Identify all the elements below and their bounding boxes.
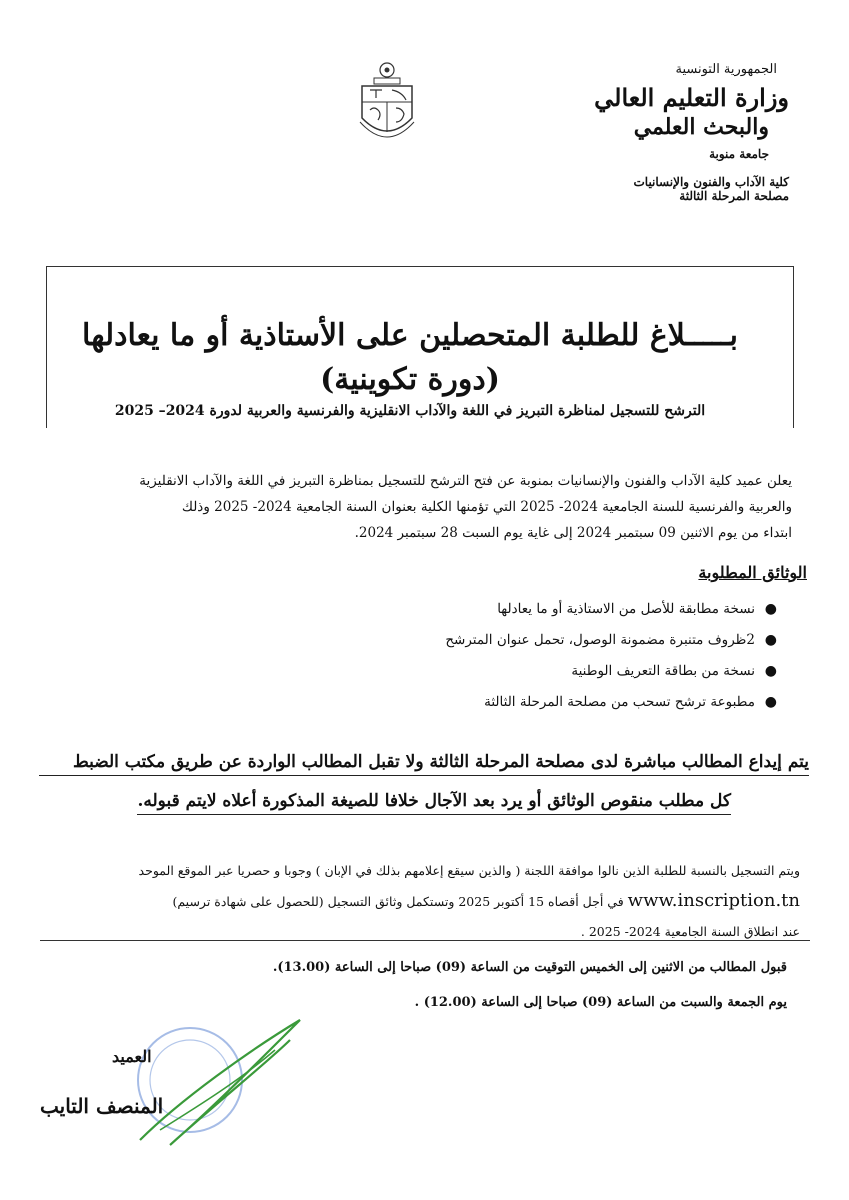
registration-line: عند انطلاق السنة الجامعية 2024- 2025 .: [580, 924, 800, 939]
republic-label: الجمهورية التونسية: [675, 62, 777, 77]
bullet-icon: ●: [764, 601, 777, 617]
registration-line: [100, 886, 800, 917]
divider: [40, 940, 810, 941]
notice-incomplete: كل مطلب منقوص الوثائق أو يرد بعد الآجال خلافا للصيغة المذكورة أعلاه لايتم قبوله.: [137, 791, 731, 815]
ministry-line1: وزارة التعليم العالي: [594, 83, 789, 112]
bullet-icon: ●: [764, 694, 777, 710]
faculty-name: كلية الآداب والفنون والإنسانيات: [633, 175, 789, 189]
header-institution: [529, 62, 789, 203]
bullet-icon: ●: [764, 663, 777, 679]
service-name: مصلحة المرحلة الثالثة: [679, 189, 789, 203]
tunisia-emblem-icon: [352, 60, 422, 150]
notice-title: بـــــلاغ للطلبة المتحصلين على الأستاذية أو ما يعادلها: [82, 318, 738, 353]
documents-heading: الوثائق المطلوبة: [698, 563, 807, 582]
registration-deadline: في أجل أقصاه 15 أكتوبر 2025 وتستكمل وثائق التسجيل (للحصول على شهادة ترسيم): [172, 894, 624, 909]
announcement-paragraph: [62, 468, 792, 546]
registration-paragraph: [100, 856, 800, 947]
list-item: ● 2ظروف متنبرة مضمونة الوصول، تحمل عنوان المترشح: [445, 625, 777, 656]
hours-weekdays: قبول المطالب من الاثنين إلى الخميس التوقيت من الساعة (09) صباحا إلى الساعة (13.00).: [272, 960, 787, 975]
list-item: ● مطبوعة ترشح تسحب من مصلحة المرحلة الثالثة: [445, 687, 777, 718]
documents-list: [445, 594, 777, 718]
ministry-line2: والبحث العلمي: [633, 114, 769, 140]
signatory-name: المنصف التايب: [40, 1094, 164, 1118]
notice-topic: الترشح للتسجيل لمناظرة التبريز في اللغة والآداب الانقليزية والفرنسية والعربية لدورة 2024– 2025: [114, 403, 706, 419]
hours-weekend: يوم الجمعة والسبت من الساعة (09) صباحا إلى الساعة (12.00) .: [414, 995, 787, 1010]
registration-line: ويتم التسجيل بالنسبة للطلبة الذين نالوا موافقة اللجنة ( والذين سيقع إعلامهم بذلك في الإبان ) وجوبا و حصريا عبر الموقع الموحد: [138, 863, 800, 878]
website-link[interactable]: www.inscription.tn: [627, 890, 800, 911]
bullet-icon: ●: [764, 632, 777, 648]
stamp-signature-icon: [100, 1010, 310, 1160]
announcement-line: ابتداء من يوم الاثنين 09 سبتمبر 2024 إلى غاية يوم السبت 28 سبتمبر 2024.: [354, 525, 792, 541]
university-name: جامعة منوبة: [709, 147, 769, 161]
notice-subtitle: (دورة تكوينية): [320, 362, 500, 397]
announcement-line: والعربية والفرنسية للسنة الجامعية 2024- 2025 التي تؤمنها الكلية بعنوان السنة الجامعية 2024- 2025 وذلك: [181, 499, 792, 515]
signatory-role: العميد: [112, 1047, 152, 1066]
list-item: ● نسخة من بطاقة التعريف الوطنية: [445, 656, 777, 687]
notice-deposit: يتم إيداع المطالب مباشرة لدى مصلحة المرحلة الثالثة ولا تقبل المطالب الواردة عن طريق مكتب الضبط: [39, 752, 809, 776]
list-item: ● نسخة مطابقة للأصل من الاستاذية أو ما يعادلها: [445, 594, 777, 625]
announcement-line: يعلن عميد كلية الآداب والفنون والإنسانيات بمنوبة عن فتح الترشح للتسجيل بمناظرة التبريز في اللغة والآداب الانقليزية: [139, 473, 792, 489]
